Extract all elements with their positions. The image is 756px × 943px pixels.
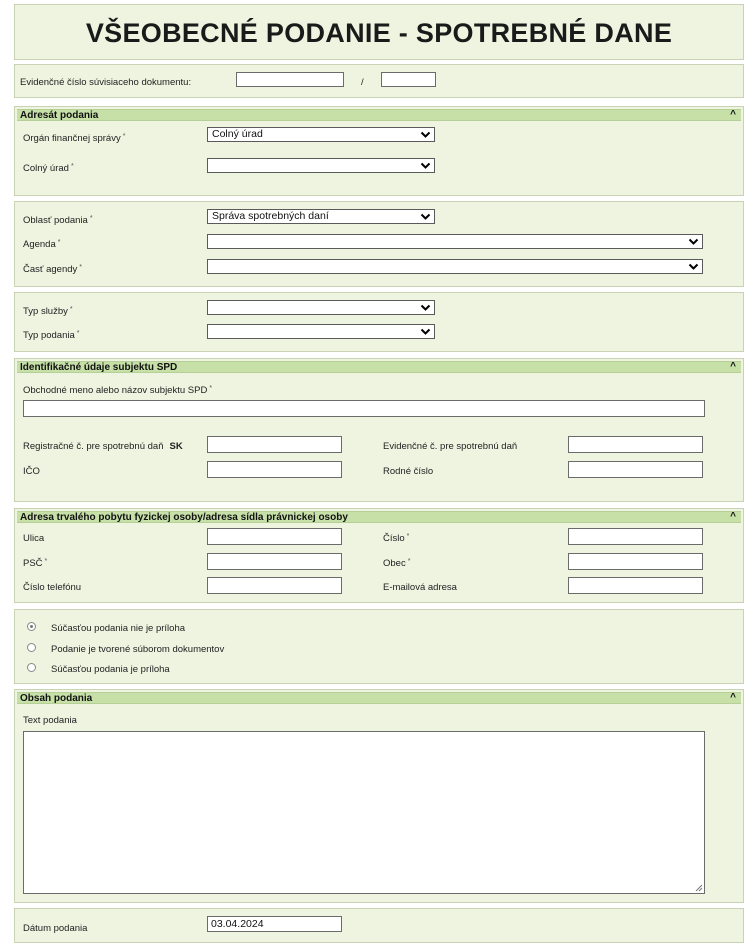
chevron-down-icon: [420, 159, 431, 172]
doc-ref-label: Evidenčné číslo súvisiaceho dokumentu:: [20, 77, 192, 88]
address-header[interactable]: [17, 511, 741, 523]
cast-agendy-label: Časť agendy *: [23, 264, 82, 275]
caret-up-icon[interactable]: ^: [730, 692, 736, 703]
subject-name-label: Obchodné meno alebo názov subjektu SPD *: [23, 385, 213, 396]
addressee-section: [14, 106, 744, 196]
email-input[interactable]: [568, 577, 703, 594]
agenda-select[interactable]: [207, 234, 703, 249]
addressee-header-title: Adresát podania: [20, 110, 99, 121]
oblast-select-value: Správa spotrebných daní: [212, 210, 329, 222]
cast-agendy-select[interactable]: [207, 259, 703, 274]
text-podania-textarea[interactable]: [23, 731, 705, 894]
date-input[interactable]: 03.04.2024: [207, 916, 342, 932]
date-label: Dátum podania: [23, 923, 88, 934]
postal-code-input[interactable]: [207, 553, 342, 570]
caret-up-icon[interactable]: ^: [730, 109, 736, 120]
phone-input[interactable]: [207, 577, 342, 594]
page-title: VŠEOBECNÉ PODANIE - SPOTREBNÉ DANE: [85, 18, 673, 48]
organ-label: Orgán finančnej správy *: [23, 133, 126, 144]
doc-ref-input-2[interactable]: [381, 72, 436, 87]
evid-number-label: Evidenčné č. pre spotrebnú daň: [383, 441, 518, 452]
city-input[interactable]: [568, 553, 703, 570]
attachment-label-with-attachment: Súčasťou podania je príloha: [51, 664, 170, 675]
identification-section: [14, 358, 744, 502]
organ-select-value: Colný úrad: [212, 128, 263, 140]
typ-sluzby-label: Typ služby *: [23, 306, 73, 317]
phone-label: Číslo telefónu: [23, 582, 82, 593]
chevron-down-icon: [420, 128, 431, 141]
oblast-label: Oblasť podania *: [23, 215, 93, 226]
attachment-label-document-set: Podanie je tvorené súborom dokumentov: [51, 644, 225, 655]
title-panel: [14, 4, 744, 60]
rodne-cislo-label: Rodné číslo: [383, 466, 434, 477]
text-podania-label: Text podania: [23, 715, 77, 726]
customs-office-select[interactable]: [207, 158, 435, 173]
chevron-down-icon: [420, 301, 431, 314]
chevron-down-icon: [420, 210, 431, 223]
street-label: Ulica: [23, 533, 45, 544]
identification-header[interactable]: [17, 361, 741, 373]
organ-select[interactable]: [207, 127, 435, 142]
resize-grip-icon[interactable]: [695, 884, 703, 892]
rodne-cislo-input[interactable]: [568, 461, 703, 478]
typ-podania-select[interactable]: [207, 324, 435, 339]
content-header-title: Obsah podania: [20, 693, 93, 704]
service-section: [14, 292, 744, 352]
customs-office-label: Colný úrad *: [23, 163, 74, 174]
street-input[interactable]: [207, 528, 342, 545]
caret-up-icon[interactable]: ^: [730, 361, 736, 372]
chevron-down-icon: [420, 325, 431, 338]
chevron-down-icon: [688, 235, 699, 248]
reg-number-input[interactable]: [207, 436, 342, 453]
date-section: [14, 908, 744, 943]
typ-podania-label: Typ podania *: [23, 330, 80, 341]
attachments-section: [14, 609, 744, 684]
content-header[interactable]: [17, 692, 741, 704]
subject-name-input[interactable]: [23, 400, 705, 417]
content-section: [14, 689, 744, 903]
house-number-label: Číslo *: [383, 533, 410, 544]
address-section: [14, 508, 744, 603]
area-section: [14, 201, 744, 287]
doc-ref-separator: /: [361, 77, 364, 88]
identification-header-title: Identifikačné údaje subjektu SPD: [20, 362, 178, 373]
typ-sluzby-select[interactable]: [207, 300, 435, 315]
email-label: E-mailová adresa: [383, 582, 457, 593]
address-header-title: Adresa trvalého pobytu fyzickej osoby/adresa sídla právnickej osoby: [20, 512, 348, 523]
oblast-select[interactable]: [207, 209, 435, 224]
attachment-radio-document-set[interactable]: [27, 643, 36, 652]
postal-code-label: PSČ *: [23, 558, 48, 569]
ico-input[interactable]: [207, 461, 342, 478]
doc-ref-panel: [14, 64, 744, 98]
attachment-label-none: Súčasťou podania nie je príloha: [51, 623, 186, 634]
city-label: Obec *: [383, 558, 411, 569]
attachment-radio-none[interactable]: [27, 622, 36, 631]
agenda-label: Agenda *: [23, 239, 61, 250]
doc-ref-input-1[interactable]: [236, 72, 344, 87]
ico-label: IČO: [23, 466, 40, 477]
attachment-radio-with-attachment[interactable]: [27, 663, 36, 672]
caret-up-icon[interactable]: ^: [730, 511, 736, 522]
addressee-header[interactable]: [17, 109, 741, 121]
reg-number-label: Registračné č. pre spotrebnú daň SK: [23, 441, 183, 452]
house-number-input[interactable]: [568, 528, 703, 545]
chevron-down-icon: [688, 260, 699, 273]
evid-number-input[interactable]: [568, 436, 703, 453]
